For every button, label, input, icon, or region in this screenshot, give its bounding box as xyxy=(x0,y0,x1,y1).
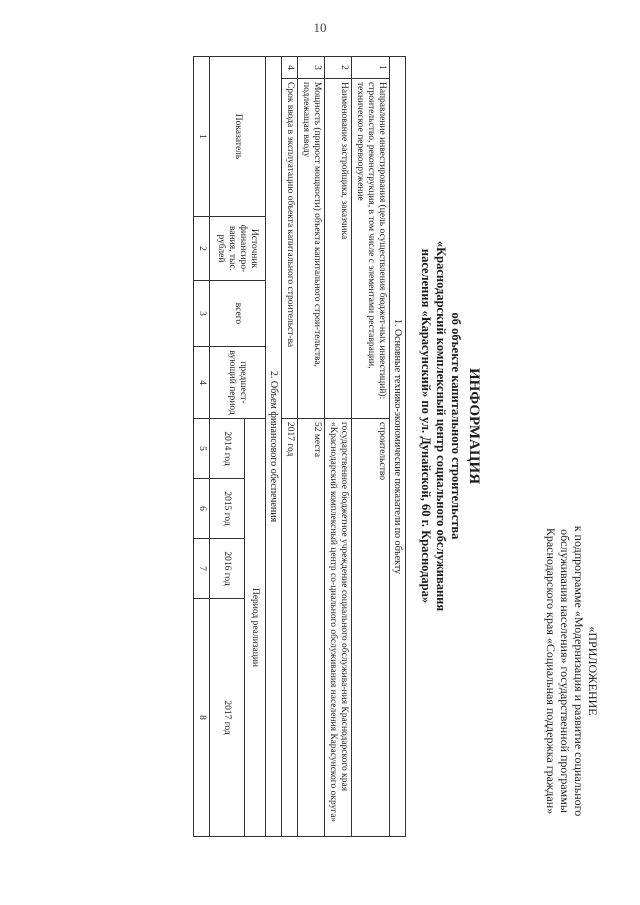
title-sub-1: об объекте капитального строительства xyxy=(449,312,463,540)
row-value: государственное бюджетное учреждение социального обслужива-ния Краснодарского края «Краснодарский комплексный центр со-циального обслуживания населения Карасунского округа» xyxy=(325,419,352,837)
col-source: Источник финансиро-вания, тыс. рублей xyxy=(210,217,266,281)
row-number: 4 xyxy=(282,57,298,79)
year-2017: 2017 год xyxy=(210,599,245,837)
row-value: строительство xyxy=(352,419,390,837)
appendix-line-4: Краснодарского края «Социальная поддержка граждан» xyxy=(544,527,558,815)
col-prev: предшест-вующий период xyxy=(210,347,266,419)
section-2-title: 2. Объем финансового обеспечения xyxy=(266,57,282,837)
table-row xyxy=(282,57,298,837)
appendix-block xyxy=(544,496,600,846)
col-number: 6 xyxy=(194,479,210,539)
table-row xyxy=(325,57,352,837)
col-number: 7 xyxy=(194,539,210,599)
row-value: 52 места xyxy=(298,419,325,837)
title-sub-2: «Краснодарский комплексный центр социального обслуживания xyxy=(434,240,448,612)
row-label: Мощность (прирост мощности) объекта капитального строи-тельства, подлежащая вводу xyxy=(298,79,325,419)
title-main: ИНФОРМАЦИЯ xyxy=(466,367,482,485)
section-2-header xyxy=(266,57,282,837)
col-total: всего xyxy=(210,281,266,347)
section-1-title: 1. Основные технико-экономические показатели по объекту xyxy=(390,57,406,837)
appendix-line-2: к подпрограмме «Модернизация и развитие социального xyxy=(572,525,586,817)
row-number: 2 xyxy=(325,57,352,79)
appendix-line-3: обслуживания населения» государственной программы xyxy=(558,529,572,813)
col-number: 2 xyxy=(194,217,210,281)
table-row xyxy=(298,57,325,837)
year-2016: 2016 год xyxy=(210,539,245,599)
col-number: 1 xyxy=(194,57,210,217)
row-number: 3 xyxy=(298,57,325,79)
row-label: Срок ввода в эксплуатацию объекта капитального строительст-ва xyxy=(282,79,298,419)
appendix-line-1: «ПРИЛОЖЕНИЕ xyxy=(586,626,600,716)
col-number: 8 xyxy=(194,599,210,837)
section-1-header xyxy=(390,57,406,837)
col-number: 5 xyxy=(194,419,210,479)
period-title: Период реализации xyxy=(245,419,266,837)
col-number: 3 xyxy=(194,281,210,347)
year-2014: 2014 год xyxy=(210,419,245,479)
section-2-head-row-1 xyxy=(245,57,266,837)
info-table xyxy=(193,56,406,837)
col-indicator: Показатель xyxy=(210,57,266,217)
col-number: 4 xyxy=(194,347,210,419)
row-label: Наименование застройщика, заказчика xyxy=(325,79,352,419)
table-row xyxy=(352,57,390,837)
row-value: 2017 год xyxy=(282,419,298,837)
page-number: 10 xyxy=(313,20,327,35)
year-2015: 2015 год xyxy=(210,479,245,539)
landscape-content xyxy=(40,56,600,846)
document-title xyxy=(418,76,482,776)
row-number: 1 xyxy=(352,57,390,79)
column-numbers-row xyxy=(194,57,210,837)
title-sub-3: населения «Карасунский» по ул. Дунайской, 60 г. Краснодара» xyxy=(419,248,433,604)
row-label: Направление инвестирования (цель осуществления бюджет-ных инвестиций): строительство, реконструкция, в том числе с элементами реставрации, техническое перевооружение xyxy=(352,79,390,419)
